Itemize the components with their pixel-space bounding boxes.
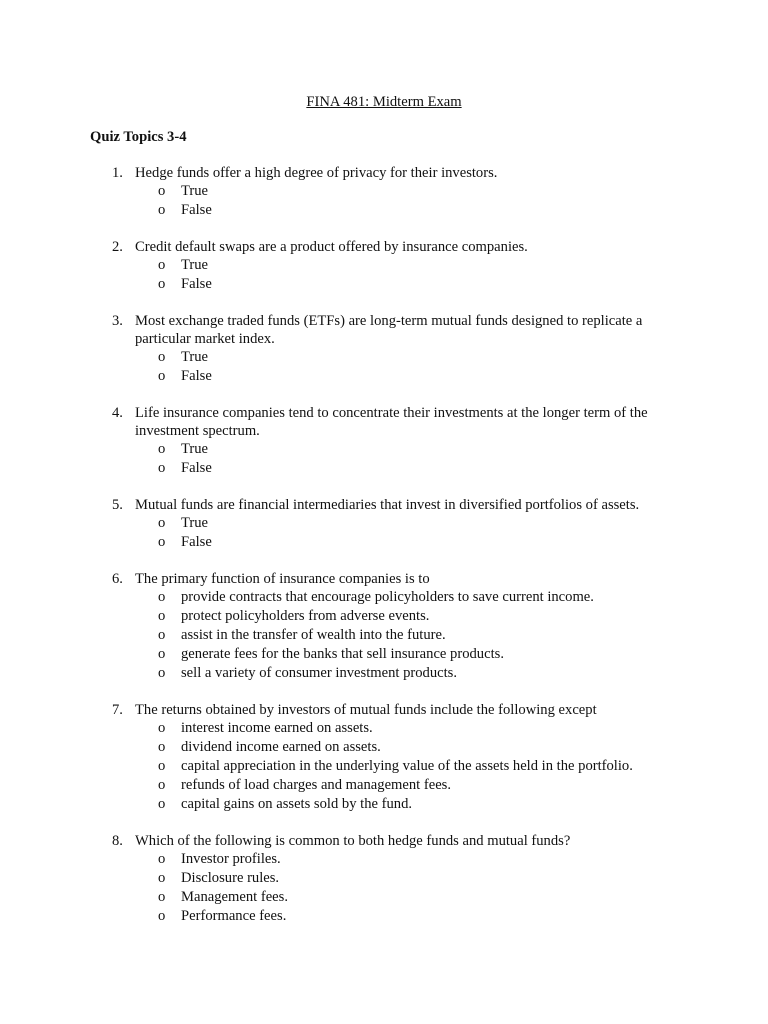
answer-option-label: provide contracts that encourage policyholders to save current income. xyxy=(181,589,594,605)
answer-option-label: True xyxy=(181,183,209,199)
answer-option[interactable] xyxy=(0,738,768,757)
question-row xyxy=(0,164,768,182)
answer-option[interactable] xyxy=(0,907,768,926)
question-1 xyxy=(0,164,768,220)
question-text: Hedge funds offer a high degree of privacy for their investors. xyxy=(135,165,498,181)
circle-bullet-icon: o xyxy=(158,368,166,384)
answer-option-label: False xyxy=(181,460,212,476)
answer-option-label: dividend income earned on assets. xyxy=(181,739,381,755)
circle-bullet-icon: o xyxy=(158,889,166,905)
page-title: FINA 481: Midterm Exam xyxy=(306,94,462,110)
question-text: Which of the following is common to both hedge funds and mutual funds? xyxy=(135,833,571,849)
answer-option-label: True xyxy=(181,257,209,273)
answer-option-label: False xyxy=(181,202,212,218)
answer-option[interactable] xyxy=(0,440,768,459)
answer-option-label: True xyxy=(181,515,209,531)
question-text: The returns obtained by investors of mutual funds include the following except xyxy=(135,702,597,718)
question-row xyxy=(0,832,768,850)
question-text: Credit default swaps are a product offered by insurance companies. xyxy=(135,239,528,255)
question-list xyxy=(0,164,768,944)
circle-bullet-icon: o xyxy=(158,665,166,681)
answer-option-label: True xyxy=(181,349,209,365)
answer-option[interactable] xyxy=(0,795,768,814)
question-row xyxy=(0,238,768,256)
question-text: The primary function of insurance companies is to xyxy=(135,571,430,587)
answer-option-label: refunds of load charges and management fees. xyxy=(181,777,452,793)
answer-option[interactable] xyxy=(0,869,768,888)
question-number: 4. xyxy=(112,405,123,421)
circle-bullet-icon: o xyxy=(158,534,166,550)
question-text: Most exchange traded funds (ETFs) are long-term mutual funds designed to replicate a particular market index. xyxy=(135,313,643,347)
answer-option[interactable] xyxy=(0,367,768,386)
answer-option[interactable] xyxy=(0,533,768,552)
question-8 xyxy=(0,832,768,926)
answer-option-label: Performance fees. xyxy=(181,908,287,924)
answer-option-label: capital appreciation in the underlying value of the assets held in the portfolio. xyxy=(181,758,633,774)
question-row xyxy=(0,312,768,348)
answer-option[interactable] xyxy=(0,182,768,201)
answer-option-label: generate fees for the banks that sell insurance products. xyxy=(181,646,504,662)
answer-option-label: False xyxy=(181,276,212,292)
question-row xyxy=(0,570,768,588)
question-3 xyxy=(0,312,768,386)
answer-option-label: False xyxy=(181,534,212,550)
answer-option[interactable] xyxy=(0,850,768,869)
answer-option[interactable] xyxy=(0,776,768,795)
circle-bullet-icon: o xyxy=(158,627,166,643)
question-5 xyxy=(0,496,768,552)
question-text: Mutual funds are financial intermediaries that invest in diversified portfolios of assets. xyxy=(135,497,640,513)
question-row xyxy=(0,701,768,719)
question-4 xyxy=(0,404,768,478)
answer-option-label: assist in the transfer of wealth into the future. xyxy=(181,627,446,643)
circle-bullet-icon: o xyxy=(158,202,166,218)
answer-option-label: Disclosure rules. xyxy=(181,870,280,886)
circle-bullet-icon: o xyxy=(158,646,166,662)
circle-bullet-icon: o xyxy=(158,870,166,886)
answer-option[interactable] xyxy=(0,201,768,220)
answer-option-label: protect policyholders from adverse events. xyxy=(181,608,430,624)
circle-bullet-icon: o xyxy=(158,608,166,624)
answer-option[interactable] xyxy=(0,256,768,275)
answer-option[interactable] xyxy=(0,719,768,738)
answer-option-label: sell a variety of consumer investment products. xyxy=(181,665,457,681)
answer-option[interactable] xyxy=(0,888,768,907)
answer-option-label: Management fees. xyxy=(181,889,288,905)
circle-bullet-icon: o xyxy=(158,758,166,774)
question-number: 5. xyxy=(112,497,123,513)
circle-bullet-icon: o xyxy=(158,589,166,605)
question-number: 6. xyxy=(112,571,123,587)
answer-option[interactable] xyxy=(0,588,768,607)
answer-option[interactable] xyxy=(0,275,768,294)
question-number: 1. xyxy=(112,165,123,181)
answer-option[interactable] xyxy=(0,459,768,478)
circle-bullet-icon: o xyxy=(158,257,166,273)
circle-bullet-icon: o xyxy=(158,349,166,365)
question-2 xyxy=(0,238,768,294)
circle-bullet-icon: o xyxy=(158,851,166,867)
circle-bullet-icon: o xyxy=(158,515,166,531)
question-number: 3. xyxy=(112,313,123,329)
circle-bullet-icon: o xyxy=(158,777,166,793)
circle-bullet-icon: o xyxy=(158,441,166,457)
question-text: Life insurance companies tend to concentrate their investments at the longer term of the investment spectrum. xyxy=(135,405,648,439)
circle-bullet-icon: o xyxy=(158,460,166,476)
answer-option-label: Investor profiles. xyxy=(181,851,281,867)
answer-option[interactable] xyxy=(0,757,768,776)
section-heading: Quiz Topics 3-4 xyxy=(90,129,187,145)
answer-option-label: interest income earned on assets. xyxy=(181,720,373,736)
question-6 xyxy=(0,570,768,683)
answer-option[interactable] xyxy=(0,607,768,626)
circle-bullet-icon: o xyxy=(158,720,166,736)
answer-option-label: capital gains on assets sold by the fund. xyxy=(181,796,413,812)
answer-option-label: True xyxy=(181,441,209,457)
circle-bullet-icon: o xyxy=(158,739,166,755)
answer-option[interactable] xyxy=(0,664,768,683)
circle-bullet-icon: o xyxy=(158,908,166,924)
question-row xyxy=(0,496,768,514)
answer-option[interactable] xyxy=(0,348,768,367)
question-7 xyxy=(0,701,768,814)
answer-option-label: False xyxy=(181,368,212,384)
answer-option[interactable] xyxy=(0,626,768,645)
answer-option[interactable] xyxy=(0,645,768,664)
circle-bullet-icon: o xyxy=(158,796,166,812)
question-number: 7. xyxy=(112,702,123,718)
question-number: 2. xyxy=(112,239,123,255)
circle-bullet-icon: o xyxy=(158,276,166,292)
answer-option[interactable] xyxy=(0,514,768,533)
circle-bullet-icon: o xyxy=(158,183,166,199)
question-row xyxy=(0,404,768,440)
question-number: 8. xyxy=(112,833,123,849)
